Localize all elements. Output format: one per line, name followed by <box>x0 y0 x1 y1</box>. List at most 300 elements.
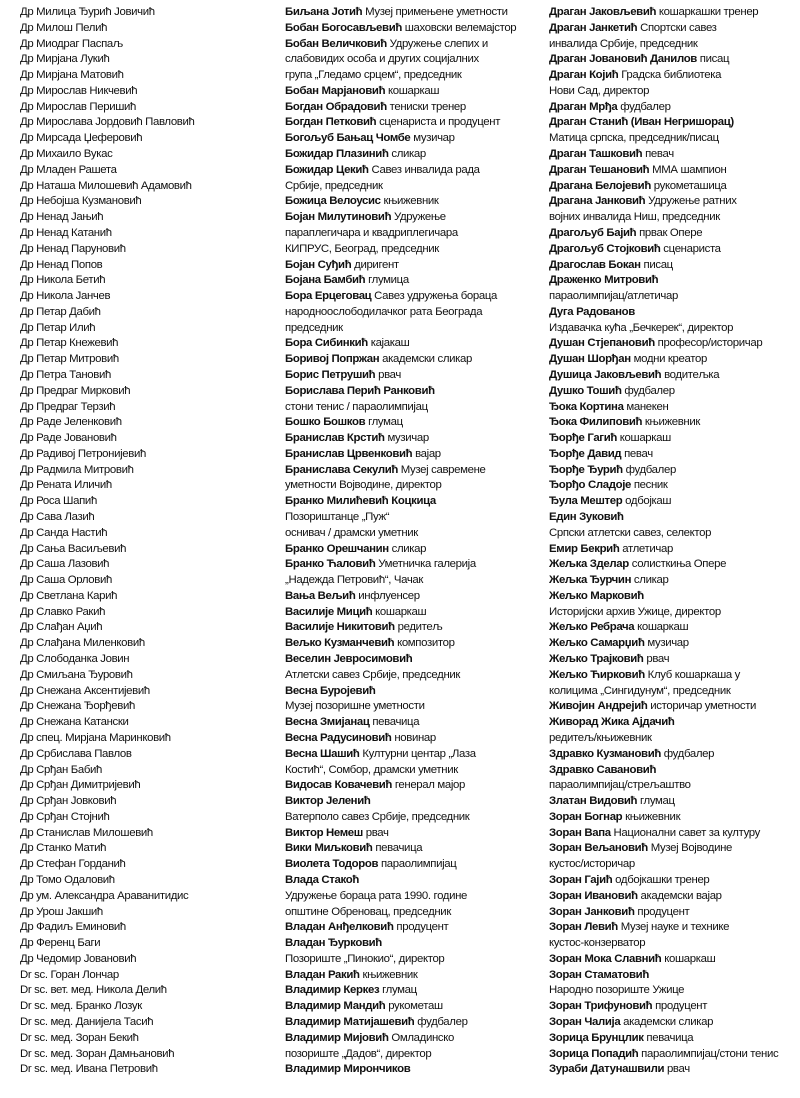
list-item <box>285 731 543 747</box>
list-item <box>285 1062 543 1078</box>
line-text: редитељ/књижевник <box>549 731 652 744</box>
person-name: Зоран Чалија <box>549 1016 621 1028</box>
line-text: Др ум. Александра Араванитидис <box>20 889 189 902</box>
person-name: Биљана Јотић <box>285 6 363 18</box>
list-item <box>549 289 799 305</box>
list-item <box>20 68 275 84</box>
person-name: Бојан Милутиновић <box>285 211 392 224</box>
line-text: Dr sc. мед. Данијела Тасић <box>20 1016 154 1028</box>
person-name: Зоран Јанковић <box>549 905 635 918</box>
person-name: Владимир Мирончиков <box>285 1063 411 1076</box>
line-text: Др Михаило Вукас <box>20 148 113 161</box>
list-item <box>285 589 543 605</box>
list-item <box>285 557 543 573</box>
list-item <box>549 715 799 731</box>
list-item <box>20 699 275 715</box>
list-item <box>549 889 799 905</box>
line-text: Др Сава Лазић <box>20 511 95 523</box>
role-text: академски сликар <box>379 353 473 366</box>
person-name: Бошко Бошков <box>285 416 366 429</box>
role-text: одбојкашки тренер <box>612 873 710 886</box>
line-text: војних инвалида Ниш, председник <box>549 211 720 224</box>
person-name: Емир Бекрић <box>549 542 620 555</box>
role-text: Музеј савремене <box>397 463 486 476</box>
person-name: Зоран Ивановић <box>549 889 638 902</box>
line-text: Др Срђан Јовковић <box>20 795 117 808</box>
list-item <box>20 510 275 526</box>
person-name: Божица Велоусис <box>285 195 381 208</box>
person-name: Ђока Филиповић <box>549 416 643 429</box>
list-item <box>285 526 543 542</box>
list-item <box>20 1015 275 1031</box>
role-text: глумац <box>637 795 675 808</box>
list-item <box>20 920 275 936</box>
list-item <box>285 194 543 210</box>
list-item <box>549 194 799 210</box>
list-item <box>549 131 799 147</box>
role-text: рукометаш <box>385 1000 443 1013</box>
role-text: параолимпијац/стони тенис <box>638 1047 779 1060</box>
line-text: Музеј позоришне уметности <box>285 700 425 713</box>
person-name: Бранислава Секулић <box>285 463 398 476</box>
list-item <box>549 163 799 179</box>
role-text: Спортски савез <box>637 21 717 34</box>
line-text: Др Фадиљ Еминовић <box>20 921 126 934</box>
list-item <box>549 684 799 700</box>
line-text: Др Предраг Мирковић <box>20 384 131 397</box>
line-text: Др Петра Тановић <box>20 368 111 381</box>
list-item <box>20 463 275 479</box>
list-item <box>20 1047 275 1063</box>
list-item <box>285 84 543 100</box>
list-item <box>20 21 275 37</box>
person-name: Бобан Марјановић <box>285 84 386 97</box>
list-item <box>20 400 275 416</box>
line-text: Др Чедомир Јовановић <box>20 952 137 965</box>
list-item <box>20 179 275 195</box>
list-item <box>20 826 275 842</box>
person-name: Богољуб Бањац Чомбе <box>285 132 411 145</box>
list-item <box>285 400 543 416</box>
list-item <box>20 526 275 542</box>
role-text: рвач <box>375 368 401 381</box>
list-item <box>285 620 543 636</box>
person-name: Здравко Кузмановић <box>549 747 661 760</box>
line-text: Др Петар Митровић <box>20 353 119 366</box>
person-name: Живојин Андрејић <box>549 700 648 713</box>
list-item <box>549 936 799 952</box>
person-name: Зорица Попадић <box>549 1047 639 1060</box>
person-name: Живорад Жика Ајдачић <box>549 716 675 729</box>
person-name: Душица Јаковљевић <box>549 368 662 381</box>
list-item <box>20 999 275 1015</box>
list-item <box>285 1015 543 1031</box>
list-item <box>20 100 275 116</box>
person-name: Владимир Матијашевић <box>285 1016 415 1028</box>
person-name: Един Зуковић <box>549 511 624 523</box>
role-text: фудбалер <box>621 384 675 397</box>
list-item <box>549 605 799 621</box>
list-item <box>549 431 799 447</box>
person-name: Жељка Ђурчин <box>549 574 632 587</box>
line-text: уметности Војводине, директор <box>285 479 442 492</box>
list-item <box>549 242 799 258</box>
line-text: Dr sc. Горан Лончар <box>20 968 119 981</box>
line-text: народноослободилачког рата Београда <box>285 305 483 318</box>
list-item <box>285 242 543 258</box>
line-text: Ватерполо савез Србије, председник <box>285 810 470 823</box>
list-item <box>285 289 543 305</box>
person-name: Драган Јовановић Данилов <box>549 53 697 66</box>
line-text: Dr sc. мед. Ивана Петровић <box>20 1063 158 1076</box>
list-item <box>20 905 275 921</box>
person-name: Вики Миљковић <box>285 842 373 855</box>
role-text: Удружење слепих и <box>386 37 488 50</box>
list-item <box>549 905 799 921</box>
role-text: фудбалер <box>414 1016 468 1028</box>
role-text: манекен <box>623 400 669 413</box>
list-item <box>285 983 543 999</box>
list-item <box>20 715 275 731</box>
role-text: академски сликар <box>620 1016 714 1028</box>
role-text: Савез инвалида рада <box>368 163 480 176</box>
role-text: Музеј Војводине <box>647 842 733 855</box>
list-item <box>285 5 543 21</box>
role-text: кошаркаш <box>372 605 427 618</box>
person-name: Бојана Бамбић <box>285 274 366 287</box>
list-item <box>20 542 275 558</box>
list-item <box>549 400 799 416</box>
list-item <box>20 289 275 305</box>
role-text: музичар <box>410 132 455 145</box>
person-name: Влада Стакоћ <box>285 873 359 886</box>
role-text: Савез удружења бораца <box>371 290 497 303</box>
list-item <box>549 147 799 163</box>
name-column-1 <box>20 5 275 1078</box>
person-name: Виктор Немеш <box>285 826 363 839</box>
role-text: продуцент <box>393 921 449 934</box>
list-item <box>285 857 543 873</box>
line-text: Србије, председник <box>285 179 383 192</box>
list-item <box>549 810 799 826</box>
line-text: Др Слађан Аџић <box>20 621 103 634</box>
list-item <box>285 415 543 431</box>
line-text: параплегичара и квадриплегичара <box>285 226 458 239</box>
line-text: Др Мирјана Матовић <box>20 69 124 82</box>
list-item <box>549 857 799 873</box>
line-text: параолимпијац/стрељаштво <box>549 779 691 792</box>
role-text: првак Опере <box>636 226 703 239</box>
line-text: Др Рената Иличић <box>20 479 112 492</box>
line-text: Др Урош Јакшић <box>20 905 103 918</box>
line-text: Др Томо Одаловић <box>20 873 115 886</box>
person-name: Драгољуб Стојковић <box>549 242 661 255</box>
list-item <box>20 573 275 589</box>
person-name: Драган Јаковљевић <box>549 6 657 18</box>
list-item <box>20 1031 275 1047</box>
person-name: Виктор Јеленић <box>285 795 371 808</box>
person-name: Бранко Милићевић Коцкица <box>285 495 436 508</box>
list-item <box>285 478 543 494</box>
person-name: Зоран Вељановић <box>549 842 648 855</box>
role-text: рвач <box>643 653 670 666</box>
list-item <box>20 668 275 684</box>
list-item <box>549 668 799 684</box>
person-name: Душко Тошић <box>549 384 622 397</box>
line-text: Др Никола Јанчев <box>20 290 111 303</box>
line-text: Др Раде Јовановић <box>20 432 117 445</box>
role-text: кошаркаш <box>385 84 440 97</box>
list-item <box>549 526 799 542</box>
list-item <box>549 179 799 195</box>
line-text: Др Ненад Јањић <box>20 211 104 224</box>
person-name: Борис Петрушић <box>285 368 376 381</box>
role-text: солисткиња Опере <box>628 558 727 571</box>
list-item <box>285 210 543 226</box>
person-name: Жељко Марковић <box>549 589 644 602</box>
list-item <box>549 478 799 494</box>
person-name: Весна Змијанац <box>285 716 370 729</box>
role-text: књижевник <box>359 968 418 981</box>
list-item <box>285 147 543 163</box>
list-item <box>285 368 543 384</box>
list-item <box>549 258 799 274</box>
person-name: Драган Мрђа <box>549 100 618 113</box>
list-item <box>20 273 275 289</box>
list-item <box>549 100 799 116</box>
list-item <box>20 889 275 905</box>
list-item <box>20 352 275 368</box>
role-text: продуцент <box>634 905 690 918</box>
list-item <box>549 952 799 968</box>
role-text: вајар <box>412 447 441 460</box>
list-item <box>549 494 799 510</box>
role-text: певач <box>642 148 674 161</box>
person-name: Жељко Ћирковић <box>549 668 645 681</box>
person-name: Божидар Цекић <box>285 163 369 176</box>
line-text: позориште „Дадов“, директор <box>285 1047 432 1060</box>
list-item <box>549 778 799 794</box>
line-text: Др Петар Дабић <box>20 305 101 318</box>
role-text: продуцент <box>652 1000 708 1013</box>
list-item <box>285 100 543 116</box>
list-item <box>20 983 275 999</box>
list-item <box>549 968 799 984</box>
list-item <box>549 115 799 131</box>
list-item <box>549 210 799 226</box>
person-name: Ђула Мештер <box>549 495 623 508</box>
list-item <box>20 5 275 21</box>
person-name: Драгана Белојевић <box>549 179 651 192</box>
line-text: Историјски архив Ужице, директор <box>549 605 721 618</box>
role-text: писац <box>640 258 673 271</box>
list-item <box>549 1047 799 1063</box>
list-item <box>285 605 543 621</box>
list-item <box>285 968 543 984</box>
line-text: кустос-конзерватор <box>549 937 646 950</box>
line-text: Издавачка кућа „Бечкерек“, директор <box>549 321 734 334</box>
list-item <box>20 731 275 747</box>
person-name: Жељко Трајковић <box>549 653 644 666</box>
list-item <box>549 68 799 84</box>
list-item <box>549 620 799 636</box>
role-text: рукометашица <box>650 179 727 192</box>
list-item <box>285 226 543 242</box>
role-text: водитељка <box>661 368 720 381</box>
role-text: фудбалер <box>617 100 671 113</box>
list-item <box>20 605 275 621</box>
list-item <box>285 826 543 842</box>
role-text: песник <box>631 479 668 492</box>
list-item <box>20 684 275 700</box>
list-item <box>549 510 799 526</box>
line-text: група „Гледамо срцем“, председник <box>285 69 462 82</box>
list-item <box>285 952 543 968</box>
line-text: Костић“, Сомбор, драмски уметник <box>285 763 458 776</box>
list-item <box>285 794 543 810</box>
person-name: Драгољуб Бајић <box>549 226 637 239</box>
line-text: Dr sc. мед. Бранко Лозук <box>20 1000 142 1013</box>
list-item <box>285 336 543 352</box>
line-text: Атлетски савез Србије, председник <box>285 668 461 681</box>
line-text: Др Ференц Баги <box>20 937 101 950</box>
line-text: Др Смиљана Ђуровић <box>20 668 133 681</box>
line-text: Др Раде Јеленковић <box>20 416 122 429</box>
line-text: Др Саша Орловић <box>20 574 112 587</box>
line-text: Позориште „Пинокио“, директор <box>285 952 445 965</box>
list-item <box>285 352 543 368</box>
list-item <box>549 368 799 384</box>
role-text: књижевник <box>622 810 681 823</box>
list-item <box>285 668 543 684</box>
person-name: Богдан Петковић <box>285 116 377 129</box>
person-name: Богдан Обрадовић <box>285 100 387 113</box>
list-item <box>549 1015 799 1031</box>
list-item <box>285 699 543 715</box>
role-text: музичар <box>644 637 689 650</box>
person-name: Борислава Перић Ранковић <box>285 384 435 397</box>
person-name: Ђорђе Гагић <box>549 432 617 445</box>
person-name: Жељка Зделар <box>549 558 629 571</box>
list-item <box>20 305 275 321</box>
line-text: Др Радивој Петронијевић <box>20 447 146 460</box>
list-item <box>20 163 275 179</box>
list-item <box>549 273 799 289</box>
role-text: генерал мајор <box>392 779 466 792</box>
line-text: Др Станко Матић <box>20 842 107 855</box>
line-text: стони тенис / параолимпијац <box>285 400 428 413</box>
person-name: Бојан Суђић <box>285 258 352 271</box>
line-text: Др Санда Настић <box>20 526 108 539</box>
list-item <box>549 999 799 1015</box>
list-item <box>20 384 275 400</box>
person-name: Жељко Ребрача <box>549 621 635 634</box>
person-name: Зоран Мока Славнић <box>549 952 662 965</box>
list-item <box>20 478 275 494</box>
person-name: Душан Стјепановић <box>549 337 655 350</box>
list-item <box>549 321 799 337</box>
line-text: Др Ненад Попов <box>20 258 103 271</box>
list-item <box>285 163 543 179</box>
list-item <box>549 5 799 21</box>
list-item <box>20 968 275 984</box>
person-name: Зоран Вапа <box>549 826 611 839</box>
name-column-3 <box>549 5 799 1078</box>
list-item <box>549 384 799 400</box>
role-text: певач <box>621 447 653 460</box>
role-text: Градска библиотека <box>618 69 722 82</box>
person-name: Зоран Левић <box>549 921 618 934</box>
list-item <box>285 747 543 763</box>
role-text: глумац <box>379 984 417 997</box>
list-item <box>20 336 275 352</box>
list-item <box>549 557 799 573</box>
role-text: Музеј науке и технике <box>617 921 730 934</box>
list-item <box>285 573 543 589</box>
line-text: Др Наташа Милошевић Адамовић <box>20 179 192 192</box>
role-text: Музеј примењене уметности <box>362 6 508 18</box>
line-text: Др Саша Лазовић <box>20 558 110 571</box>
role-text: кошаркаш <box>616 432 671 445</box>
list-item <box>20 258 275 274</box>
list-item <box>285 305 543 321</box>
list-item <box>549 84 799 100</box>
person-name: Весна Радусиновић <box>285 731 392 744</box>
list-item <box>285 21 543 37</box>
role-text: музичар <box>384 432 429 445</box>
person-name: Жељко Самарџић <box>549 637 645 650</box>
person-name: Драженко Митровић <box>549 274 659 287</box>
line-text: Др Мирослав Никчевић <box>20 84 138 97</box>
list-item <box>285 636 543 652</box>
list-item <box>285 1031 543 1047</box>
list-item <box>20 778 275 794</box>
list-item <box>549 1062 799 1078</box>
list-item <box>285 431 543 447</box>
line-text: Нови Сад, директор <box>549 84 650 97</box>
list-item <box>549 826 799 842</box>
list-item <box>549 415 799 431</box>
person-name: Ђорђо Сладоје <box>549 479 632 492</box>
person-name: Бранко Орешчанин <box>285 542 389 555</box>
person-name: Весна Шашић <box>285 747 360 760</box>
line-text: председник <box>285 321 343 334</box>
list-item <box>285 494 543 510</box>
line-text: Др Небојша Кузмановић <box>20 195 142 208</box>
line-text: Др Никола Бетић <box>20 274 106 287</box>
list-item <box>20 368 275 384</box>
list-item <box>285 999 543 1015</box>
role-text: писац <box>696 53 730 66</box>
person-name: Драган Станић (Иван Негришорац) <box>549 116 734 129</box>
person-name: Зоран Трифуновић <box>549 1000 653 1013</box>
role-text: сликар <box>388 148 426 161</box>
list-item <box>549 747 799 763</box>
person-name: Бранислав Црвенковић <box>285 447 413 460</box>
list-item <box>549 336 799 352</box>
role-text: инфлуенсер <box>355 589 420 602</box>
list-item <box>20 494 275 510</box>
line-text: Српски атлетски савез, селектор <box>549 526 712 539</box>
role-text: кошаркаш <box>661 952 716 965</box>
list-item <box>285 542 543 558</box>
list-item <box>20 636 275 652</box>
line-text: Др Младен Рашета <box>20 163 117 176</box>
list-item <box>20 873 275 889</box>
person-name: Зорица Брунцлик <box>549 1031 644 1044</box>
role-text: кошаркашки тренер <box>656 6 759 18</box>
person-name: Златан Видовић <box>549 795 638 808</box>
